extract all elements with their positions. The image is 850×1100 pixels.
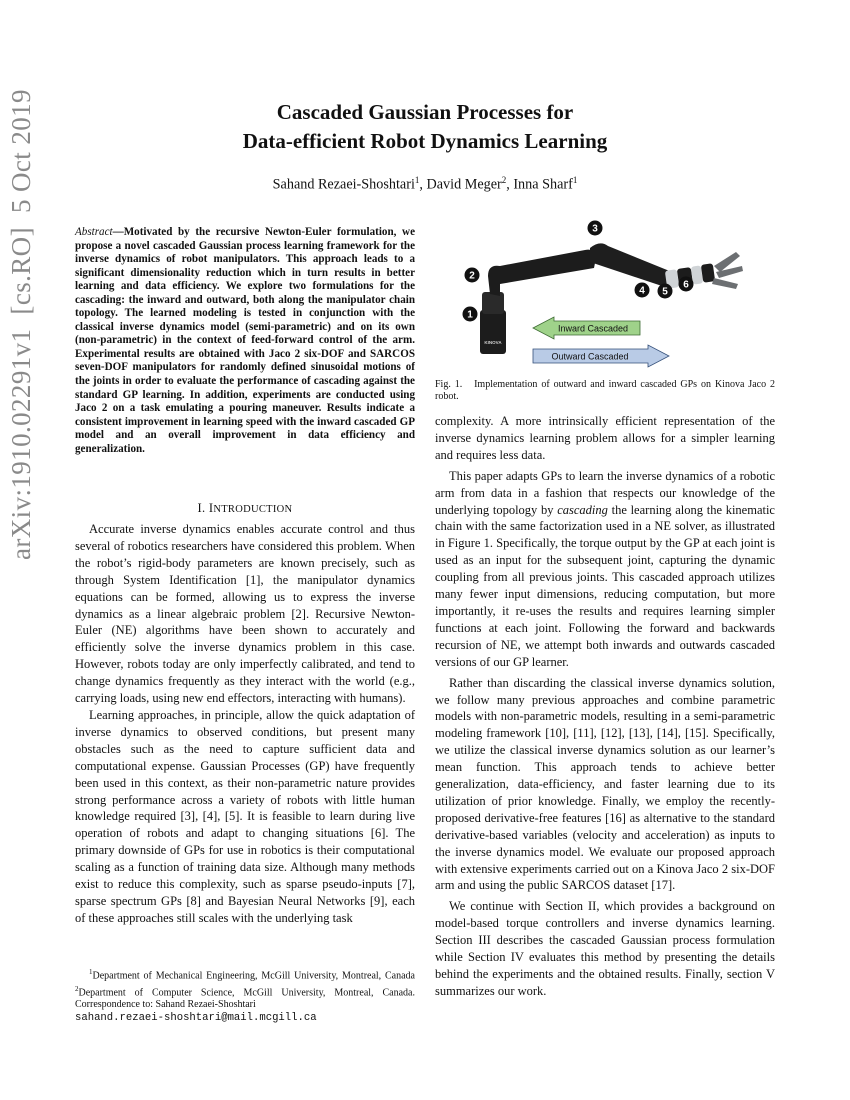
inward-arrow-label: Inward Cascaded <box>557 323 629 334</box>
footnote-affil-1: Department of Mechanical Engineering, McGill University, Montreal, Canada <box>92 970 415 982</box>
left-column-body <box>75 521 415 927</box>
abstract-dash: — <box>112 226 124 238</box>
right-paragraph-1-emphasis: cascading <box>557 502 608 517</box>
right-paragraph-1-a: This paper adapts GPs to learn the inverse dynamics of a robotic arm from data in a fashion that respects our knowledge of the underlying topology by <box>435 468 775 517</box>
figure-caption-label: Fig. 1. <box>435 379 463 390</box>
author-list <box>100 175 750 194</box>
author-sep-1: , <box>419 176 427 193</box>
outward-arrow-label: Outward Cascaded <box>551 351 629 362</box>
footnote <box>75 966 415 1024</box>
robot-lower-link-icon <box>482 292 504 314</box>
author-1-affil: 1 <box>414 175 420 185</box>
author-3-affil: 1 <box>572 175 578 185</box>
arxiv-date: 5 Oct 2019 <box>6 89 36 214</box>
footnote-text <box>75 966 415 1012</box>
joint-label-2: 2 <box>469 270 475 282</box>
abstract-lead: Abstract <box>75 226 113 238</box>
footnote-mark-1: 1 <box>89 968 93 976</box>
author-1: Sahand Rezaei-Shoshtari <box>272 176 415 193</box>
author-2-affil: 2 <box>501 175 507 185</box>
figure-robot-arm <box>440 214 770 374</box>
intro-paragraph-1: Accurate inverse dynamics enables accurate control and thus several of robotics researchers have considered this problem. When the robot’s rigid-body parameters are known precisely, such as through System Identification [1], the manipulator dynamics equations can be formed, allowing us to express the inverse dynamics as a linear algebraic problem [2]. Recursive Newton-Euler (NE) algorithms have been shown to accurately and efficiently solve the inverse dynamics problem in this case. However, robots today are only imperfectly calibrated, and tend to change dynamics frequently as they interact with the world (e.g., carrying loads, using new end effectors, interacting with humans). <box>75 522 415 706</box>
right-paragraph-1-b: the learning along the kinematic chain with the same factorization used in a NE solver, as illustrated in Figure 1. Specifically, the torque output by the GP at each joint is used as an input for the subsequent joint, capturing the dynamic coupling from all previous joints. This cascaded approach utilizes many fewer input dimensions, reducing computation, but more importantly, it re-uses the results and requires learning simpler functions at each joint. Following the forward and backwards recursion of NE, we attempt both inwards and outwards cascaded versions of our GP learner. <box>435 502 775 669</box>
robot-base-icon <box>480 310 506 354</box>
right-paragraph-2: Rather than discarding the classical inverse dynamics solution, we follow many previous approaches and combine parametric models with non-parametric models, resulting in a semi-parametric modeling framework [10], [11], [12], [13], [14], [15]. Specifically, we utilize the classical inverse dynamics solution as our learner’s mean function. This approach tends to achieve better generalization, data-efficiency, and faster learning due to its utilization of prior knowledge. Finally, we employ the recently-proposed derivative-free features [16] as alternative to the standard derivative-based variables (velocity and acceleration) as inputs to the inverse dynamics model. We evaluate our proposed approach with extensive experiments carried out on a Kinova Jaco 2 six-DOF arm and using the public SARCOS dataset [17]. <box>435 675 775 893</box>
joint-label-6: 6 <box>683 279 689 291</box>
section-name: NTRODUCTION <box>213 504 293 515</box>
figure-caption <box>435 379 775 403</box>
arxiv-id: arXiv:1910.02291v1 <box>6 328 36 560</box>
right-paragraph-3: We continue with Section II, which provides a background on model-based torque controllers and inverse dynamics learning. Section III describes the cascaded Gaussian process formulation while Section IV evaluates this method by presenting the details behind the experiments and the obtained results. Finally, section V summarizes our work. <box>435 899 775 998</box>
footnote-affil-2: Department of Computer Science, McGill University, Montreal, Canada. Correspondence to: Sahand Rezaei-Shoshtari <box>75 987 415 1011</box>
right-paragraph-1 <box>435 468 775 671</box>
footnote-mark-2: 2 <box>75 984 79 993</box>
right-column-body <box>435 413 775 1000</box>
author-sep-2: , <box>506 176 514 193</box>
title-line-2: Data-efficient Robot Dynamics Learning <box>242 129 608 153</box>
author-3: Inna Sharf <box>513 176 573 193</box>
intro-paragraph-2: Learning approaches, in principle, allow the quick adaptation of inverse dynamics to observed conditions, but present many obstacles such as the need to capture sufficient data and computational expense. Gaussian Processes (GP) have frequently been used in this context, as their non-parametric nature provides strong performance across a variety of robots with little human knowledge required [3], [4], [5]. It is feasible to learn during live operation of robots and adapt to changing situations [6]. The primary downside of GPs for use in robotics is their computational scaling as a function of training data size. Although many methods exist to reduce this complexity, such as sparse pseudo-inputs [7], sparse spectrum GPs [8] and Bayesian Neural Networks [9], each of these approaches still scales with the underlying task <box>75 707 415 925</box>
paper-title <box>100 98 750 156</box>
abstract <box>75 226 415 456</box>
robot-base-brand: KINOVA <box>484 340 502 345</box>
right-paragraph-0: complexity. A more intrinsically efficient representation of the inverse dynamics learning problem allows for a simpler learning and requires less data. <box>435 414 775 462</box>
footnote-email: sahand.rezaei-shoshtari@mail.mcgill.ca <box>75 1011 317 1024</box>
arxiv-stamp <box>6 20 37 560</box>
joint-label-5: 5 <box>662 286 668 298</box>
abstract-body: Motivated by the recursive Newton-Euler formulation, we propose a novel cascaded Gaussian process learning framework for the inverse dynamics of robot manipulators. This approach leads to a significant dimensionality reduction which in turn results in better learning and data efficiency. We explore two formulations for the cascading: the inward and outward, both along the manipulator chain topology. The learned modeling is tested in conjunction with the classical inverse dynamics model (semi-parametric) and on its own (non-parametric) in the context of feed-forward control of the arm. Experimental results are obtained with Jaco 2 six-DOF and SARCOS seven-DOF manipulators for randomly defined sinusoidal motions of the joints in order to evaluate the performance of cascading against the standard GP learning. In addition, experiments are conducted using Jaco 2 on a task emulating a pouring maneuver. Results indicate a consistent improvement in learning speed with the inward cascaded GP model and an overall improvement in data efficiency and generalization. <box>75 226 415 455</box>
robot-hand-base-icon <box>701 263 715 282</box>
section-number: I. I <box>197 501 214 515</box>
title-line-1: Cascaded Gaussian Processes for <box>276 100 574 124</box>
arxiv-category: [cs.RO] <box>6 227 36 315</box>
author-2: David Meger <box>426 176 502 193</box>
section-heading-introduction <box>75 501 415 516</box>
joint-label-1: 1 <box>467 309 473 321</box>
figure-caption-text: Implementation of outward and inward cascaded GPs on Kinova Jaco 2 robot. <box>435 379 776 403</box>
joint-label-3: 3 <box>592 223 598 235</box>
joint-label-4: 4 <box>639 285 645 297</box>
